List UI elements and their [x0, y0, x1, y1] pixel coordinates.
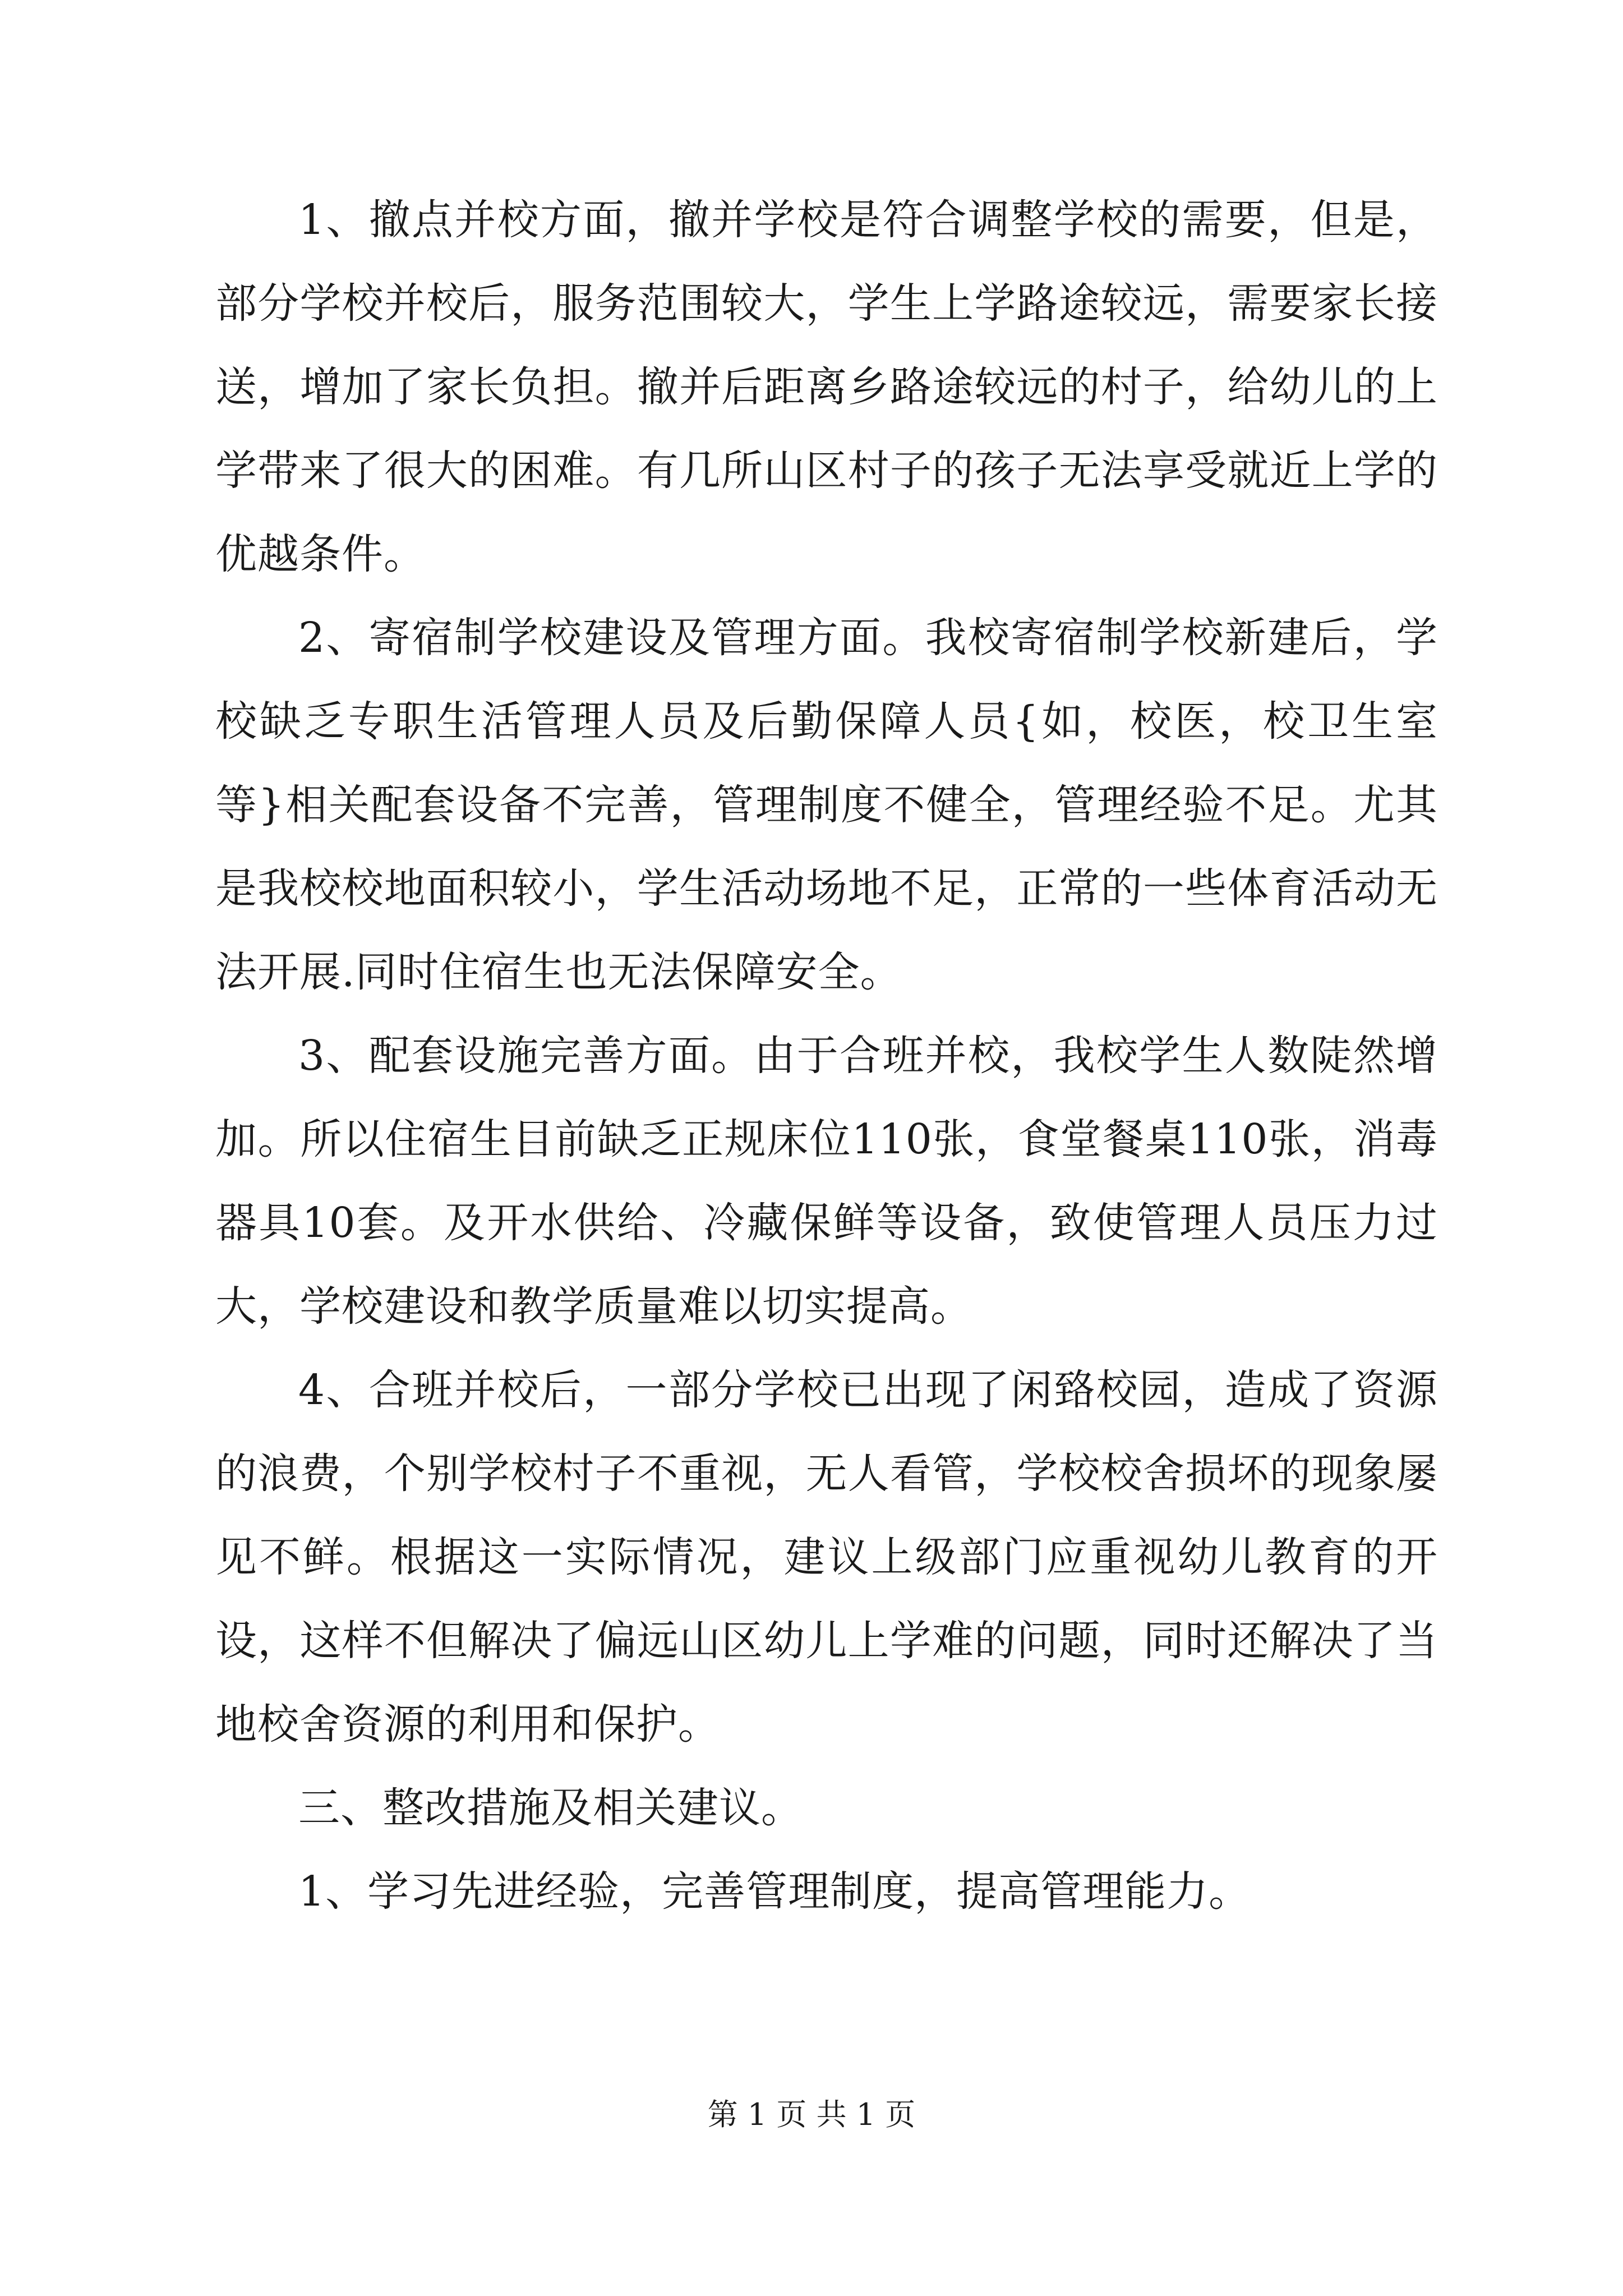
paragraph-idle-campus: 4、合班并校后，一部分学校已出现了闲臵校园，造成了资源的浪费，个别学校村子不重视，无人看管，学校校舍损坏的现象屡见不鲜。根据这一实际情况，建议上级部门应重视幼儿教育的开设，这样不但解决了偏远山区幼儿上学难的问题，同时还解决了当地校舍资源的利用和保护。: [215, 1366, 1438, 1749]
document-body: [215, 178, 1438, 1934]
paragraph-school-merging: 1、撤点并校方面，撤并学校是符合调整学校的需要，但是，部分学校并校后，服务范围较大，学生上学路途较远，需要家长接送，增加了家长负担。撤并后距离乡路途较远的村子，给幼儿的上学带来了很大的困难。有几所山区村子的孩子无法享受就近上学的优越条件。: [215, 196, 1438, 578]
paragraph-learn-experience: 1、学习先进经验，完善管理制度，提高管理能力。: [298, 1867, 1251, 1916]
page-number-footer: 第 1 页 共 1 页: [707, 2097, 916, 2132]
section-heading-measures: 三、整改措施及相关建议。: [298, 1784, 803, 1832]
paragraph-facilities: 3、配套设施完善方面。由于合班并校，我校学生人数陡然增加。所以住宿生目前缺乏正规床位110张，食堂餐桌110张，消毒器具10套。及开水供给、冷藏保鲜等设备，致使管理人员压力过大，学校建设和教学质量难以切实提高。: [215, 1032, 1438, 1331]
paragraph-boarding-school: 2、寄宿制学校建设及管理方面。我校寄宿制学校新建后，学校缺乏专职生活管理人员及后勤保障人员{如，校医，校卫生室等}相关配套设备不完善，管理制度不健全，管理经验不足。尤其是我校校地面积较小，学生活动场地不足，正常的一些体育活动无法开展.同时住宿生也无法保障安全。: [215, 614, 1438, 996]
